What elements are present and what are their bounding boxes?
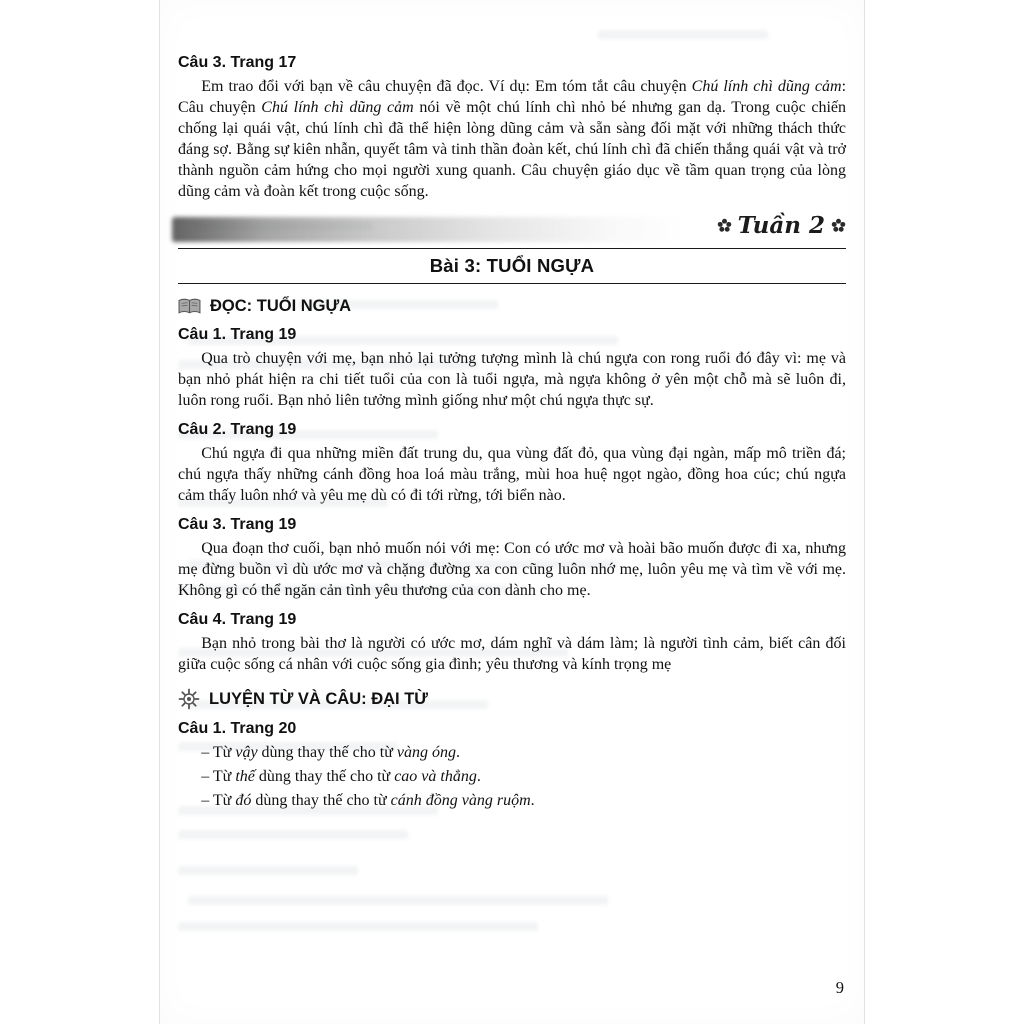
page-content	[178, 54, 846, 811]
scan-smear-artifact	[172, 217, 686, 242]
question-heading: Câu 1. Trang 20	[178, 720, 297, 737]
answer-paragraph: Em trao đổi với bạn về câu chuyện đã đọc. Ví dụ: Em tóm tắt câu chuyện Chú lính chì dũng cảm: Câu chuyện Chú lính chì dũng cảm nói về một chú lính chì nhỏ bé nhưng gan dạ. Trong cuộc chiến chống lại quái vật, chú lính chì đã thể hiện lòng dũng cảm và sẵn sàng đối mặt với những thách thức đáng sợ. Bằng sự kiên nhẫn, quyết tâm và tinh thần đoàn kết, chú lính chì đã chiến thắng quái vật và trở thành nguồn cảm hứng cho mọi người xung quanh. Câu chuyện giáo dục về tầm quan trọng của lòng dũng cảm và đoàn kết trong cuộc sống.	[178, 78, 847, 200]
flower-icon	[717, 212, 732, 239]
answer-paragraph: Bạn nhỏ trong bài thơ là người có ước mơ, dám nghĩ và dám làm; là người tình cảm, biết cân đối giữa cuộc sống cá nhân với cuộc sống gia đình; yêu thương và kính trọng mẹ	[178, 635, 846, 673]
question-heading: Câu 4. Trang 19	[178, 611, 297, 628]
week-banner	[178, 212, 846, 246]
question-heading: Câu 2. Trang 19	[178, 421, 297, 438]
bleed-through-artifact	[178, 830, 408, 839]
bleed-through-artifact	[178, 922, 538, 931]
answer-list-item: – Từ đó dùng thay thế cho từ cánh đồng vàng ruộm.	[201, 792, 535, 809]
lesson-title: Bài 3: TUỔI NGỰA	[429, 255, 595, 276]
week-label-text: Tuần 2	[737, 212, 825, 239]
bleed-through-artifact	[598, 30, 768, 39]
section-heading-doc	[178, 297, 846, 316]
section-title: LUYỆN TỪ VÀ CÂU: ĐẠI TỪ	[209, 689, 428, 708]
page-number: 9	[835, 978, 844, 997]
answer-paragraph: Qua đoạn thơ cuối, bạn nhỏ muốn nói với mẹ: Con có ước mơ và hoài bão muốn được đi xa, nhưng mẹ đừng buồn vì dù ước mơ và chặng đường xa con cũng luôn nhớ mẹ, luôn yêu mẹ và tìm về với mẹ. Không gì có thể ngăn cản tình yêu thương của con dành cho mẹ.	[178, 540, 846, 599]
section-heading-luyen-tu-va-cau	[178, 688, 846, 710]
week-label	[717, 212, 846, 239]
lesson-title-block	[178, 248, 846, 284]
scanned-page	[159, 0, 865, 1024]
flower-icon	[831, 212, 846, 239]
page-body	[178, 0, 846, 1024]
open-book-icon	[178, 298, 201, 315]
bleed-through-artifact	[188, 896, 608, 905]
question-heading: Câu 3. Trang 17	[178, 54, 297, 71]
answer-paragraph: Qua trò chuyện với mẹ, bạn nhỏ lại tưởng tượng mình là chú ngựa con rong ruổi đó đây vì: mẹ và bạn nhỏ phát hiện ra chi tiết tuổi của con là tuổi ngựa, mà ngựa không ở yên một chỗ mà sẽ luôn đi, luôn rong ruổi. Bạn nhỏ liên tưởng mình giống như một chú ngựa thực sự.	[178, 350, 846, 409]
answer-list-item: – Từ thế dùng thay thế cho từ cao và thẳng.	[201, 768, 481, 785]
answer-paragraph: Chú ngựa đi qua những miền đất trung du, qua vùng đất đỏ, qua vùng đại ngàn, mấp mô triền đá; chú ngựa thấy những cánh đồng hoa loá màu trắng, mùi hoa huệ ngọt ngào, đồng hoa cúc; chú ngựa cảm thấy luôn nhớ và yêu mẹ dù có đi tới rừng, tới biển nào.	[178, 445, 846, 504]
question-heading: Câu 1. Trang 19	[178, 326, 297, 343]
question-heading: Câu 3. Trang 19	[178, 516, 297, 533]
answer-list-item: – Từ vậy dùng thay thế cho từ vàng óng.	[201, 744, 460, 761]
bleed-through-artifact	[178, 866, 358, 875]
section-title: ĐỌC: TUỔI NGỰA	[210, 297, 352, 315]
flower-badge-icon	[178, 688, 200, 710]
